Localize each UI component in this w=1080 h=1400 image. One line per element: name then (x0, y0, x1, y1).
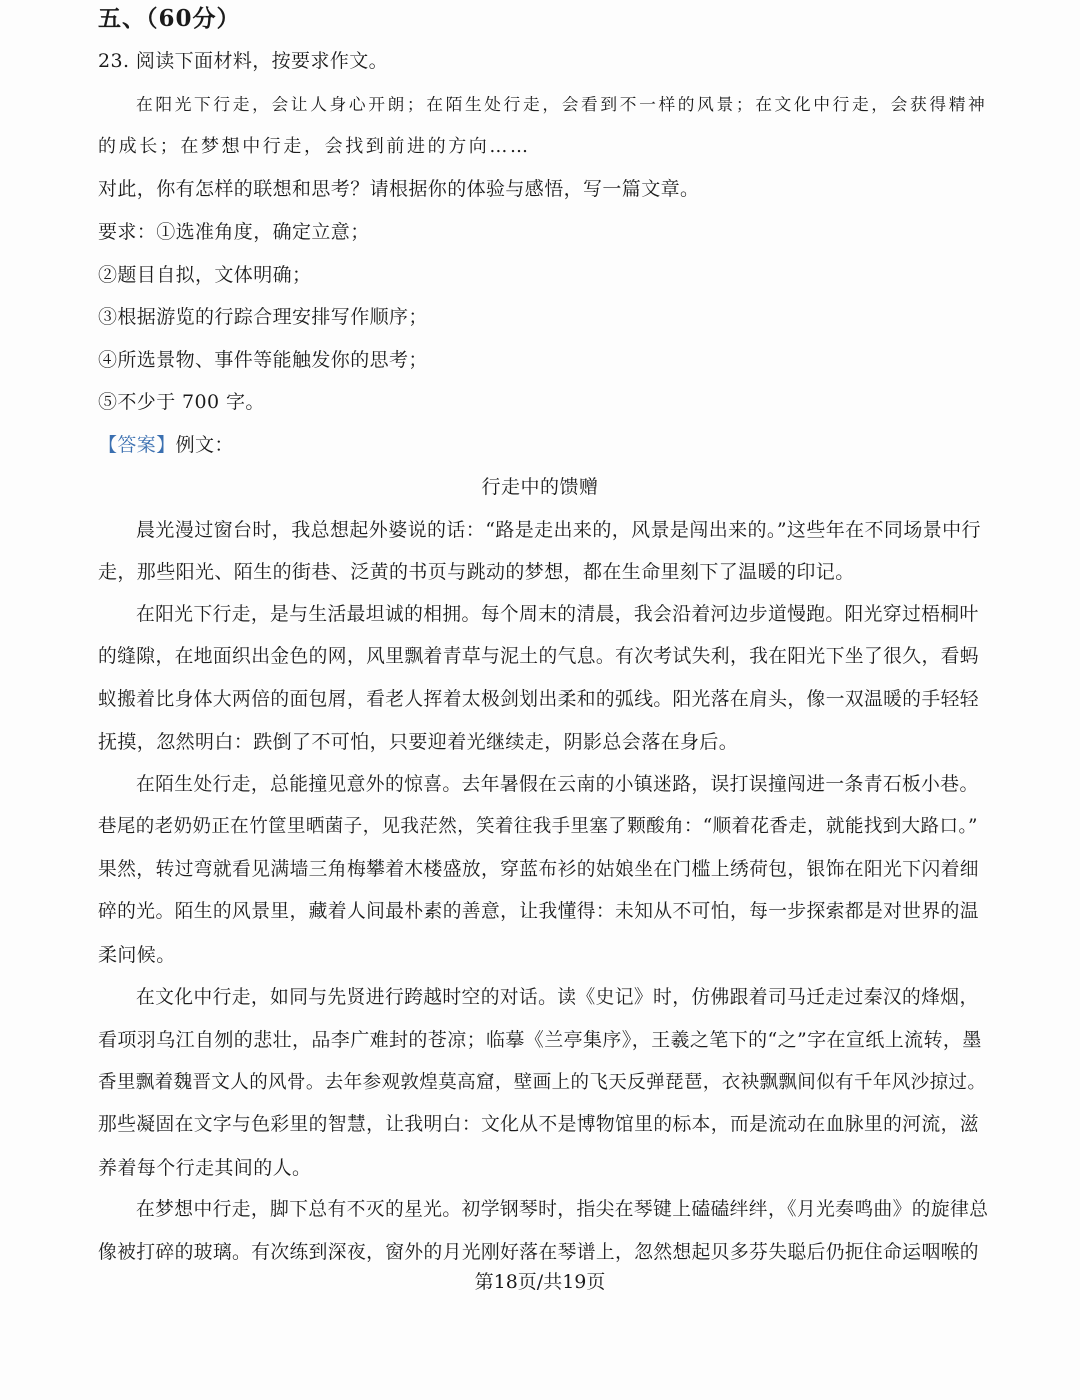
essay-line: 像被打碎的玻璃。有次练到深夜，窗外的月光刚好落在琴谱上，忽然想起贝多芬失聪后仍扼住命运咽喉的 (98, 1242, 979, 1263)
essay-line: 在文化中行走，如同与先贤进行跨越时空的对话。读《史记》时，仿佛跟着司马迁走过秦汉的烽烟， (136, 987, 979, 1008)
answer-tag: 【答案】 (98, 434, 176, 456)
essay-line: 果然，转过弯就看见满墙三角梅攀着木楼盛放，穿蓝布衫的姑娘坐在门槛上绣荷包，银饰在阳光下闪着细 (98, 859, 979, 880)
essay-line: 走，那些阳光、陌生的街巷、泛黄的书页与跳动的梦想，都在生命里刻下了温暖的印记。 (98, 561, 855, 583)
writing-task: 对此，你有怎样的联想和思考？请根据你的体验与感悟，写一篇文章。 (98, 178, 700, 200)
requirement-1: 要求：①选准角度，确定立意； (98, 221, 370, 243)
essay-line: 在陌生处行走，总能撞见意外的惊喜。去年暑假在云南的小镇迷路，误打误撞闯进一条青石板小巷。 (136, 774, 979, 795)
requirement-5: ⑤不少于 700 字。 (98, 391, 265, 413)
essay-line: 碎的光。陌生的风景里，藏着人间最朴素的善意，让我懂得：未知从不可怕，每一步探索都是对世界的温 (98, 901, 979, 922)
essay-title: 行走中的馈赠 (481, 476, 599, 498)
page-footer: 第18页/共19页 (474, 1271, 606, 1293)
essay-line: 抚摸，忽然明白：跌倒了不可怕，只要迎着光继续走，阴影总会落在身后。 (98, 731, 739, 753)
material-line-2: 的成长；在梦想中行走，会找到前进的方向…… (98, 136, 531, 157)
answer-label: 例文： (175, 434, 234, 456)
essay-line: 蚁搬着比身体大两倍的面包屑，看老人挥着太极剑划出柔和的弧线。阳光落在肩头，像一双温暖的手轻轻 (98, 689, 979, 710)
essay-line: 在梦想中行走，脚下总有不灭的星光。初学钢琴时，指尖在琴键上磕磕绊绊，《月光奏鸣曲》的旋律总 (136, 1199, 989, 1220)
essay-line: 香里飘着魏晋文人的风骨。去年参观敦煌莫高窟，壁画上的飞天反弹琵琶，衣袂飘飘间似有千年风沙掠过。 (98, 1072, 987, 1093)
essay-line: 在阳光下行走，是与生活最坦诚的相拥。每个周末的清晨，我会沿着河边步道慢跑。阳光穿过梧桐叶 (136, 604, 979, 625)
requirement-2: ②题目自拟，文体明确； (98, 264, 312, 286)
essay-line: 柔问候。 (98, 944, 176, 966)
essay-line: 养着每个行走其间的人。 (98, 1157, 312, 1179)
essay-line: 看项羽乌江自刎的悲壮，品李广难封的苍凉；临摹《兰亭集序》，王羲之笔下的“之”字在宣纸上流转，墨 (98, 1029, 982, 1051)
requirement-4: ④所选景物、事件等能触发你的思考； (98, 349, 428, 371)
essay-line: 的缝隙，在地面织出金色的网，风里飘着青草与泥土的气息。有次考试失利，我在阳光下坐了很久，看蚂 (98, 646, 979, 667)
essay-line: 晨光漫过窗台时，我总想起外婆说的话：“路是走出来的，风景是闯出来的。”这些年在不同场景中行 (136, 519, 981, 541)
answer-header (98, 431, 988, 459)
section-heading: 五、（60分） (98, 5, 241, 32)
requirement-3: ③根据游览的行踪合理安排写作顺序； (98, 306, 428, 328)
essay-line: 巷尾的老奶奶正在竹筐里晒菌子，见我茫然，笑着往我手里塞了颗酸角：“顺着花香走，就能找到大路口。” (98, 816, 978, 837)
material-line-1: 在阳光下行走，会让人身心开朗；在陌生处行走，会看到不一样的风景；在文化中行走，会获得精神 (136, 94, 988, 114)
essay-line: 那些凝固在文字与色彩里的智慧，让我明白：文化从不是博物馆里的标本，而是流动在血脉里的河流，滋 (98, 1114, 979, 1135)
question-prompt: 23. 阅读下面材料，按要求作文。 (98, 50, 389, 72)
